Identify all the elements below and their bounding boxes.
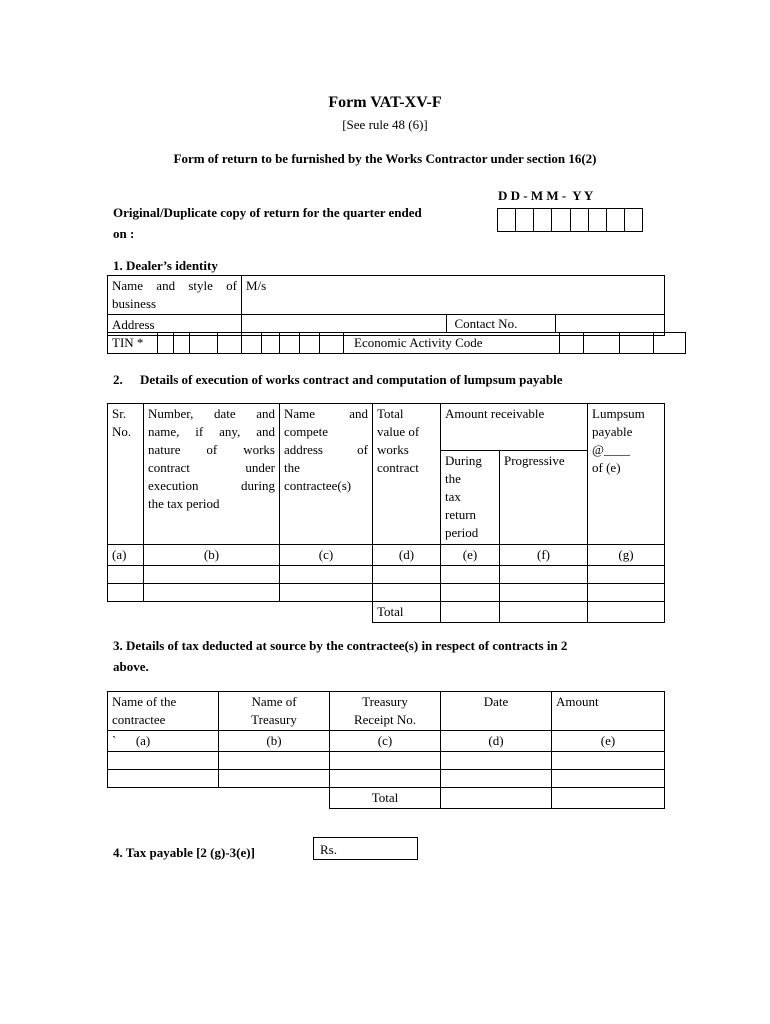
header-line: During xyxy=(445,453,482,468)
letter-e: (e) xyxy=(441,545,500,566)
letter-g: (g) xyxy=(588,545,665,566)
section2-title: Details of execution of works contract and computation of lumpsum payable xyxy=(140,372,563,387)
table-cell[interactable] xyxy=(552,752,665,770)
header-line: works xyxy=(377,442,409,457)
header-line: of (e) xyxy=(592,460,621,475)
quarter-date-boxes[interactable] xyxy=(497,208,643,232)
tin-digit-box[interactable] xyxy=(262,333,280,354)
header-line: the tax period xyxy=(148,496,220,511)
eac-digit-box[interactable] xyxy=(560,333,584,354)
table-cell[interactable] xyxy=(500,566,588,584)
letter-c: (c) xyxy=(280,545,373,566)
date-format-label: D D - M M - Y Y xyxy=(498,188,594,203)
table-cell[interactable] xyxy=(144,566,280,584)
name-value-cell[interactable] xyxy=(242,276,665,315)
blank-cell xyxy=(108,788,330,809)
table-cell[interactable] xyxy=(108,770,219,788)
tin-digit-box[interactable] xyxy=(320,333,344,354)
date-digit-box[interactable] xyxy=(516,209,534,231)
tin-digit-box[interactable] xyxy=(158,333,174,354)
tax-payable-label: 4. Tax payable [2 (g)-3(e)] xyxy=(113,845,255,860)
header-line: Name of the xyxy=(112,694,177,709)
header-line: tax xyxy=(445,489,461,504)
form-subtitle: Form of return to be furnished by the Works Contractor under section 16(2) xyxy=(173,151,597,166)
letter-a: (a) xyxy=(108,545,144,566)
header-line: contractee xyxy=(112,712,166,727)
table-cell[interactable] xyxy=(552,770,665,788)
name-label-line2: business xyxy=(112,296,157,311)
table-row xyxy=(108,584,665,602)
table-cell[interactable] xyxy=(588,584,665,602)
date-digit-box[interactable] xyxy=(571,209,589,231)
total-cell[interactable] xyxy=(441,602,500,623)
header-line: address of xyxy=(284,442,368,457)
table-row xyxy=(108,770,665,788)
header-line: Number, date and xyxy=(148,406,275,421)
total-label: Total xyxy=(330,788,441,809)
total-label: Total xyxy=(373,602,441,623)
letter-d: (d) xyxy=(441,731,552,752)
eac-digit-box[interactable] xyxy=(654,333,686,354)
header-line: execution during xyxy=(148,478,275,493)
tin-digit-box[interactable] xyxy=(242,333,262,354)
ms-prefix: M/s xyxy=(246,278,267,293)
col-contractee-header xyxy=(280,404,373,545)
tax-payable-field[interactable] xyxy=(313,837,418,860)
col-receipt-header xyxy=(330,692,441,731)
table-cell[interactable] xyxy=(280,566,373,584)
header-line: the xyxy=(284,460,300,475)
table-cell[interactable] xyxy=(330,752,441,770)
header-line: name, if any, and xyxy=(148,424,275,439)
col-contract-details-header xyxy=(144,404,280,545)
col-amount-header: Amount xyxy=(552,692,665,731)
tin-row-table xyxy=(107,332,686,354)
table-cell[interactable] xyxy=(280,584,373,602)
col-progressive-header: Progressive xyxy=(500,451,588,545)
form-title: Form VAT-XV-F xyxy=(328,94,442,111)
tin-digit-box[interactable] xyxy=(190,333,218,354)
table-cell[interactable] xyxy=(219,752,330,770)
table-cell[interactable] xyxy=(441,752,552,770)
contact-value-cell[interactable] xyxy=(555,315,665,333)
col-total-value-header xyxy=(373,404,441,545)
dealer-identity-table xyxy=(107,275,665,336)
works-contract-table xyxy=(107,403,665,623)
col-during-period-header xyxy=(441,451,500,545)
header-line: the xyxy=(445,471,461,486)
date-digit-box[interactable] xyxy=(625,209,642,231)
table-cell[interactable] xyxy=(108,566,144,584)
header-line: contractee(s) xyxy=(284,478,352,493)
tin-digit-box[interactable] xyxy=(280,333,300,354)
header-line: compete xyxy=(284,424,329,439)
total-cell[interactable] xyxy=(441,788,552,809)
tin-label: TIN * xyxy=(108,333,158,354)
total-cell[interactable] xyxy=(588,602,665,623)
col-contractee-name-header xyxy=(108,692,219,731)
table-cell[interactable] xyxy=(373,566,441,584)
eac-digit-box[interactable] xyxy=(620,333,654,354)
section1-heading: 1. Dealer’s identity xyxy=(113,258,218,273)
date-digit-box[interactable] xyxy=(498,209,516,231)
header-line: return xyxy=(445,507,477,522)
quarter-label-line1: Original/Duplicate copy of return for the quarter ended xyxy=(113,205,422,220)
header-line: Treasury xyxy=(251,712,297,727)
letter-e: (e) xyxy=(552,731,665,752)
col-date-header: Date xyxy=(441,692,552,731)
letter-a: ` (a) xyxy=(108,731,219,752)
table-cell[interactable] xyxy=(588,566,665,584)
rule-reference: [See rule 48 (6)] xyxy=(342,117,428,132)
table-cell[interactable] xyxy=(108,752,219,770)
section3-heading-line1: 3. Details of tax deducted at source by the contractee(s) in respect of contracts in 2 xyxy=(113,638,568,653)
tin-digit-box[interactable] xyxy=(300,333,320,354)
total-cell[interactable] xyxy=(500,602,588,623)
section2-heading xyxy=(113,372,563,388)
header-line: No. xyxy=(112,424,132,439)
address-label: Address xyxy=(108,315,242,336)
blank-cell xyxy=(108,602,373,623)
table-cell[interactable] xyxy=(108,584,144,602)
col-lumpsum-header xyxy=(588,404,665,545)
letter-c: (c) xyxy=(330,731,441,752)
table-cell[interactable] xyxy=(330,770,441,788)
header-line: contract xyxy=(377,460,419,475)
table-cell[interactable] xyxy=(441,584,500,602)
tin-digit-box[interactable] xyxy=(174,333,190,354)
eac-label: Economic Activity Code xyxy=(344,333,560,354)
date-digit-box[interactable] xyxy=(534,209,552,231)
table-cell[interactable] xyxy=(219,770,330,788)
letter-f: (f) xyxy=(500,545,588,566)
table-row xyxy=(108,566,665,584)
header-line: @____ xyxy=(592,442,630,457)
header-line: period xyxy=(445,525,479,540)
letter-b: (b) xyxy=(219,731,330,752)
header-line: Sr. xyxy=(112,406,127,421)
header-line: Receipt No. xyxy=(353,712,417,727)
header-line: Total xyxy=(377,406,404,421)
section3-heading-line2: above. xyxy=(113,659,149,674)
header-line: Lumpsum xyxy=(592,406,645,421)
letter-d: (d) xyxy=(373,545,441,566)
contact-label: Contact No. xyxy=(446,315,555,333)
total-row xyxy=(108,602,665,623)
header-line: contract under xyxy=(148,460,275,475)
date-digit-box[interactable] xyxy=(589,209,607,231)
quarter-label-line2: on : xyxy=(113,226,135,241)
table-cell[interactable] xyxy=(373,584,441,602)
header-line: payable xyxy=(592,424,633,439)
tds-table xyxy=(107,691,665,809)
date-digit-box[interactable] xyxy=(607,209,625,231)
header-line: Name of xyxy=(251,694,297,709)
col-amount-receivable-header: Amount receivable xyxy=(441,404,588,451)
rs-prefix: Rs. xyxy=(320,842,337,857)
header-line: nature of works xyxy=(148,442,275,457)
table-cell[interactable] xyxy=(144,584,280,602)
table-cell[interactable] xyxy=(441,770,552,788)
total-cell[interactable] xyxy=(552,788,665,809)
total-row xyxy=(108,788,665,809)
header-line: value of xyxy=(377,424,420,439)
table-cell[interactable] xyxy=(441,566,500,584)
name-label-cell xyxy=(108,276,242,315)
eac-digit-box[interactable] xyxy=(584,333,620,354)
header-line: Treasury xyxy=(362,694,408,709)
name-label-line1: Name and style of xyxy=(112,278,237,293)
header-line: Name and xyxy=(284,406,368,421)
tin-digit-box[interactable] xyxy=(218,333,242,354)
table-cell[interactable] xyxy=(500,584,588,602)
date-digit-box[interactable] xyxy=(552,209,570,231)
col-treasury-name-header xyxy=(219,692,330,731)
table-row xyxy=(108,752,665,770)
letter-b: (b) xyxy=(144,545,280,566)
section2-number: 2. xyxy=(113,372,123,387)
col-sr-no-header xyxy=(108,404,144,545)
